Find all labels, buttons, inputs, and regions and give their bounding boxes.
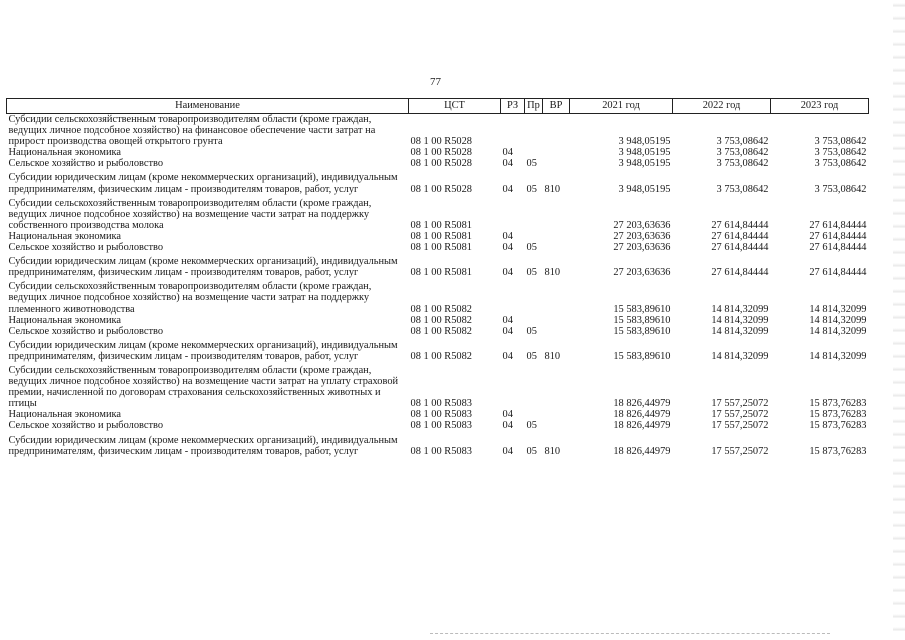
vr-cell [543, 315, 570, 326]
name-cell: Национальная экономика [8, 147, 122, 159]
table-row [7, 231, 869, 242]
amount-2022-cell: 27 614,84444 [711, 242, 769, 254]
header-rz: РЗ [501, 99, 525, 114]
rz-cell: 04 [502, 158, 513, 170]
pr-cell [525, 362, 543, 409]
vr-cell [543, 362, 570, 409]
cst-cell: 08 1 00 R5081 [410, 242, 472, 254]
name-cell: Сельское хозяйство и рыболовство [8, 242, 164, 254]
pr-cell [525, 114, 543, 148]
pr-cell: 05 [526, 242, 537, 254]
pr-cell [525, 409, 543, 420]
amount-2021-cell: 18 826,44979 [613, 420, 671, 432]
table-row [7, 114, 869, 148]
cst-cell: 08 1 00 R5083 [410, 398, 472, 410]
table-row [7, 169, 869, 194]
vr-cell [543, 326, 570, 337]
header-2021: 2021 год [570, 99, 673, 114]
amount-2023-cell: 15 873,76283 [809, 445, 867, 457]
cst-cell: 08 1 00 R5081 [410, 267, 472, 279]
vr-cell [543, 158, 570, 169]
amount-2021-cell: 27 203,63636 [613, 267, 671, 279]
name-cell: Сельское хозяйство и рыболовство [8, 325, 164, 337]
amount-2022-cell: 17 557,25072 [711, 409, 769, 421]
rz-cell: 04 [502, 147, 513, 159]
vr-cell: 810 [544, 267, 561, 279]
amount-2021-cell: 3 948,05195 [618, 147, 671, 159]
scan-edge-noise [893, 0, 905, 640]
table-row [7, 147, 869, 158]
vr-cell [543, 114, 570, 148]
name-cell: Национальная экономика [8, 314, 122, 326]
name-cell: Субсидии сельскохозяйственным товаропроизводителям области (кроме граждан, ведущих личное подсобное хозяйство) на возмещение части затрат на поддержку племенного животноводства [8, 281, 372, 315]
rz-cell: 04 [502, 445, 513, 457]
rz-cell: 04 [502, 350, 513, 362]
table-row [7, 420, 869, 431]
header-2023: 2023 год [771, 99, 869, 114]
amount-2023-cell: 14 814,32099 [809, 325, 867, 337]
name-cell: Национальная экономика [8, 409, 122, 421]
amount-2022-cell: 3 753,08642 [716, 158, 769, 170]
table-row [7, 253, 869, 278]
scan-bottom-line [430, 633, 830, 634]
pr-cell: 05 [526, 420, 537, 432]
header-vr: ВР [543, 99, 570, 114]
amount-2022-cell: 3 753,08642 [716, 183, 769, 195]
table-row [7, 326, 869, 337]
name-cell: Национальная экономика [8, 230, 122, 242]
amount-2022-cell: 14 814,32099 [711, 314, 769, 326]
pr-cell [525, 195, 543, 231]
name-cell: Субсидии юридическим лицам (кроме некоммерческих организаций), индивидуальным предпринимателям, физическим лицам - производителям товаров, работ, услуг [8, 172, 398, 195]
pr-cell [525, 147, 543, 158]
name-cell: Сельское хозяйство и рыболовство [8, 158, 164, 170]
pr-cell: 05 [526, 183, 537, 195]
cst-cell: 08 1 00 R5028 [410, 147, 472, 159]
amount-2021-cell: 15 583,89610 [613, 303, 671, 315]
amount-2023-cell: 15 873,76283 [809, 420, 867, 432]
table-row [7, 242, 869, 253]
pr-cell: 05 [526, 350, 537, 362]
amount-2023-cell: 15 873,76283 [809, 409, 867, 421]
amount-2023-cell: 14 814,32099 [809, 314, 867, 326]
pr-cell [525, 231, 543, 242]
amount-2022-cell: 3 753,08642 [716, 136, 769, 148]
amount-2023-cell: 3 753,08642 [814, 183, 867, 195]
vr-cell: 810 [544, 183, 561, 195]
name-cell: Субсидии сельскохозяйственным товаропроизводителям области (кроме граждан, ведущих личное подсобное хозяйство) на возмещение части затрат на поддержку собственного производства молока [8, 197, 372, 231]
rz-cell [501, 362, 525, 409]
cst-cell: 08 1 00 R5083 [410, 409, 472, 421]
amount-2023-cell: 3 753,08642 [814, 158, 867, 170]
table-row [7, 278, 869, 314]
cst-cell: 08 1 00 R5082 [410, 325, 472, 337]
rz-cell [501, 278, 525, 314]
vr-cell [543, 420, 570, 431]
name-cell: Субсидии юридическим лицам (кроме некоммерческих организаций), индивидуальным предпринимателям, физическим лицам - производителям товаров, работ, услуг [8, 256, 398, 279]
table-row [7, 337, 869, 362]
amount-2021-cell: 15 583,89610 [613, 350, 671, 362]
amount-2021-cell: 3 948,05195 [618, 158, 671, 170]
cst-cell: 08 1 00 R5028 [410, 136, 472, 148]
amount-2023-cell: 27 614,84444 [809, 230, 867, 242]
header-name: Наименование [7, 99, 409, 114]
header-pr: Пр [525, 99, 543, 114]
rz-cell: 04 [502, 420, 513, 432]
cst-cell: 08 1 00 R5082 [410, 314, 472, 326]
vr-cell [543, 147, 570, 158]
pr-cell: 05 [526, 325, 537, 337]
vr-cell [543, 409, 570, 420]
table-body [7, 114, 869, 457]
rz-cell [501, 195, 525, 231]
rz-cell: 04 [502, 325, 513, 337]
amount-2023-cell: 15 873,76283 [809, 398, 867, 410]
header-cst: ЦСТ [409, 99, 501, 114]
cst-cell: 08 1 00 R5083 [410, 420, 472, 432]
cst-cell: 08 1 00 R5081 [410, 219, 472, 231]
cst-cell: 08 1 00 R5028 [410, 158, 472, 170]
vr-cell: 810 [544, 350, 561, 362]
amount-2022-cell: 17 557,25072 [711, 445, 769, 457]
pr-cell: 05 [526, 267, 537, 279]
amount-2022-cell: 14 814,32099 [711, 350, 769, 362]
vr-cell [543, 242, 570, 253]
amount-2021-cell: 27 203,63636 [613, 242, 671, 254]
amount-2023-cell: 27 614,84444 [809, 242, 867, 254]
cst-cell: 08 1 00 R5028 [410, 183, 472, 195]
cst-cell: 08 1 00 R5082 [410, 350, 472, 362]
name-cell: Субсидии юридическим лицам (кроме некоммерческих организаций), индивидуальным предпринимателям, физическим лицам - производителям товаров, работ, услуг [8, 339, 398, 362]
amount-2021-cell: 15 583,89610 [613, 325, 671, 337]
rz-cell: 04 [502, 314, 513, 326]
cst-cell: 08 1 00 R5081 [410, 230, 472, 242]
amount-2021-cell: 18 826,44979 [613, 398, 671, 410]
amount-2022-cell: 27 614,84444 [711, 230, 769, 242]
amount-2022-cell: 27 614,84444 [711, 219, 769, 231]
cst-cell: 08 1 00 R5083 [410, 445, 472, 457]
amount-2023-cell: 14 814,32099 [809, 350, 867, 362]
vr-cell [543, 231, 570, 242]
table-row [7, 315, 869, 326]
vr-cell [543, 195, 570, 231]
amount-2023-cell: 27 614,84444 [809, 267, 867, 279]
amount-2021-cell: 18 826,44979 [613, 445, 671, 457]
amount-2023-cell: 3 753,08642 [814, 136, 867, 148]
amount-2021-cell: 3 948,05195 [618, 136, 671, 148]
header-2022: 2022 год [673, 99, 771, 114]
table-row [7, 409, 869, 420]
name-cell: Сельское хозяйство и рыболовство [8, 420, 164, 432]
rz-cell [501, 114, 525, 148]
amount-2022-cell: 17 557,25072 [711, 398, 769, 410]
amount-2021-cell: 15 583,89610 [613, 314, 671, 326]
amount-2021-cell: 27 203,63636 [613, 230, 671, 242]
rz-cell: 04 [502, 267, 513, 279]
amount-2023-cell: 27 614,84444 [809, 219, 867, 231]
table-row [7, 158, 869, 169]
amount-2022-cell: 3 753,08642 [716, 147, 769, 159]
table-row [7, 362, 869, 409]
pr-cell [525, 315, 543, 326]
budget-table [6, 98, 869, 457]
rz-cell: 04 [502, 230, 513, 242]
amount-2022-cell: 14 814,32099 [711, 303, 769, 315]
amount-2022-cell: 27 614,84444 [711, 267, 769, 279]
page-number: 77 [430, 76, 441, 88]
amount-2022-cell: 17 557,25072 [711, 420, 769, 432]
rz-cell: 04 [502, 183, 513, 195]
vr-cell [543, 278, 570, 314]
rz-cell: 04 [502, 409, 513, 421]
vr-cell: 810 [544, 445, 561, 457]
amount-2023-cell: 14 814,32099 [809, 303, 867, 315]
amount-2023-cell: 3 753,08642 [814, 147, 867, 159]
rz-cell: 04 [502, 242, 513, 254]
table-row [7, 432, 869, 457]
amount-2021-cell: 18 826,44979 [613, 409, 671, 421]
cst-cell: 08 1 00 R5082 [410, 303, 472, 315]
table-header-row [7, 99, 869, 114]
pr-cell [525, 278, 543, 314]
amount-2022-cell: 14 814,32099 [711, 325, 769, 337]
table-row [7, 195, 869, 231]
amount-2021-cell: 27 203,63636 [613, 219, 671, 231]
name-cell: Субсидии юридическим лицам (кроме некоммерческих организаций), индивидуальным предпринимателям, физическим лицам - производителям товаров, работ, услуг [8, 434, 398, 457]
name-cell: Субсидии сельскохозяйственным товаропроизводителям области (кроме граждан, ведущих личное подсобное хозяйство) на возмещение части затрат на уплату страховой премии, начисленной по договорам страхования сельскохозяйственных животных и птицы [8, 364, 399, 410]
name-cell: Субсидии сельскохозяйственным товаропроизводителям области (кроме граждан, ведущих личное подсобное хозяйство) на финансовое обеспечение части затрат на прирост производства овощей открытого грунта [8, 114, 376, 148]
pr-cell: 05 [526, 158, 537, 170]
pr-cell: 05 [526, 445, 537, 457]
amount-2021-cell: 3 948,05195 [618, 183, 671, 195]
